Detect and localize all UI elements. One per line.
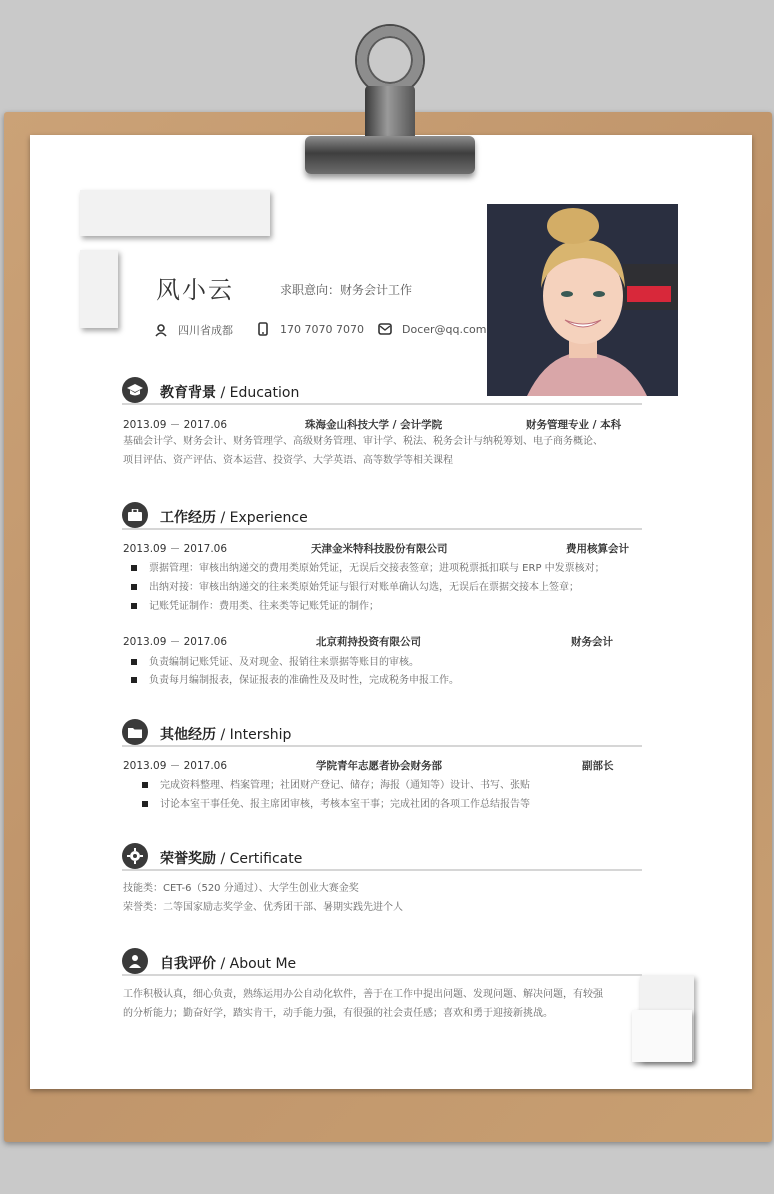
email-icon	[378, 322, 392, 336]
section-title: 教育背景 / Education	[160, 385, 300, 401]
gear-icon	[122, 843, 148, 869]
job-bullet: 出纳对接：审核出纳递交的往来类原始凭证与银行对账单确认勾选，无误后在票据交接本上签章；	[131, 578, 579, 593]
profile-photo	[487, 204, 678, 396]
section-title: 自我评价 / About Me	[160, 956, 297, 972]
job-bullet: 负责每月编制报表，保证报表的准确性及及时性，完成税务申报工作。	[131, 671, 459, 686]
internship-bullet: 完成资料整理、档案管理；社团财产登记、储存；海报（通知等）设计、书写、张贴	[142, 776, 530, 791]
graduation-cap-icon	[122, 377, 148, 403]
job-title: 费用核算会计	[566, 543, 629, 555]
location-icon	[154, 323, 168, 337]
about-text: 工作积极认真，细心负责，熟练运用办公自动化软件，善于在工作中提出问题、发现问题、解决问题，有较强 的分析能力；勤奋好学，踏实肯干，动手能力强，有很强的社会责任感；喜欢和勇于迎接新挑战。	[123, 989, 603, 1019]
education-row	[123, 417, 643, 433]
phone-text: 170 7070 7070	[280, 322, 364, 336]
section-divider	[122, 869, 642, 871]
decorative-frame-top-left	[80, 190, 270, 236]
section-about	[122, 948, 642, 976]
job-bullet: 负责编制记账凭证、及对现金、报销往来票据等账目的审核。	[131, 653, 419, 668]
binder-clip-icon	[305, 24, 475, 176]
section-experience	[122, 502, 642, 530]
section-title: 荣誉奖励 / Certificate	[160, 851, 303, 867]
person-icon	[122, 948, 148, 974]
portrait-image	[487, 204, 678, 396]
candidate-name: 风小云	[156, 276, 234, 304]
decorative-frame-left	[80, 250, 118, 328]
section-divider	[122, 745, 642, 747]
education-date: 2013.09 － 2017.06	[123, 419, 228, 431]
contact-email	[378, 322, 487, 336]
email-text: Docer@qq.com	[402, 322, 487, 336]
internship-bullet: 讨论本室干事任免、报主席团审核，考核本室干事；完成社团的各项工作总结报告等	[142, 795, 530, 810]
section-education	[122, 377, 642, 405]
section-title: 工作经历 / Experience	[160, 510, 308, 526]
contact-location	[154, 322, 233, 338]
job-date: 2013.09 － 2017.06	[123, 636, 228, 648]
job-bullet: 票据管理：审核出纳递交的费用类原始凭证，无误后交接表签章；进项税票抵扣联与 ERP 中发票核对；	[131, 559, 605, 574]
internship-row	[123, 758, 643, 774]
folder-icon	[122, 719, 148, 745]
certificate-lines: 技能类：CET-6（520 分通过）、大学生创业大赛金奖 荣誉类：二等国家励志奖学金、优秀团干部、暑期实践先进个人	[123, 883, 403, 913]
section-divider	[122, 403, 642, 405]
education-school: 珠海金山科技大学 / 会计学院	[305, 419, 443, 431]
job-title: 财务会计	[571, 636, 613, 648]
education-courses: 基础会计学、财务会计、财务管理学、高级财务管理、审计学、税法、税务会计与纳税筹划、电子商务概论、 项目评估、资产评估、资本运营、投资学、大学英语、高等数学等相关课程	[123, 436, 603, 466]
job-company: 北京莉持投资有限公司	[316, 636, 421, 648]
clip-base	[305, 136, 475, 174]
internship-role: 副部长	[582, 760, 614, 772]
job-bullet: 记账凭证制作：费用类、往来类等记账凭证的制作；	[131, 597, 379, 612]
education-major: 财务管理专业 / 本科	[526, 419, 622, 431]
location-text: 四川省成都	[178, 324, 233, 337]
briefcase-icon	[122, 502, 148, 528]
job-date: 2013.09 － 2017.06	[123, 543, 228, 555]
job-row	[123, 634, 643, 650]
job-objective: 求职意向：财务会计工作	[280, 283, 413, 297]
section-divider	[122, 974, 642, 976]
section-internship	[122, 719, 642, 747]
internship-date: 2013.09 － 2017.06	[123, 760, 228, 772]
section-certificate	[122, 843, 642, 871]
internship-org: 学院青年志愿者协会财务部	[316, 760, 442, 772]
section-divider	[122, 528, 642, 530]
job-row	[123, 541, 643, 557]
phone-icon	[256, 322, 270, 336]
clip-ring	[357, 26, 423, 94]
section-title: 其他经历 / Intership	[160, 727, 292, 743]
job-company: 天津金米特科技股份有限公司	[311, 543, 448, 555]
contact-phone	[256, 322, 364, 336]
